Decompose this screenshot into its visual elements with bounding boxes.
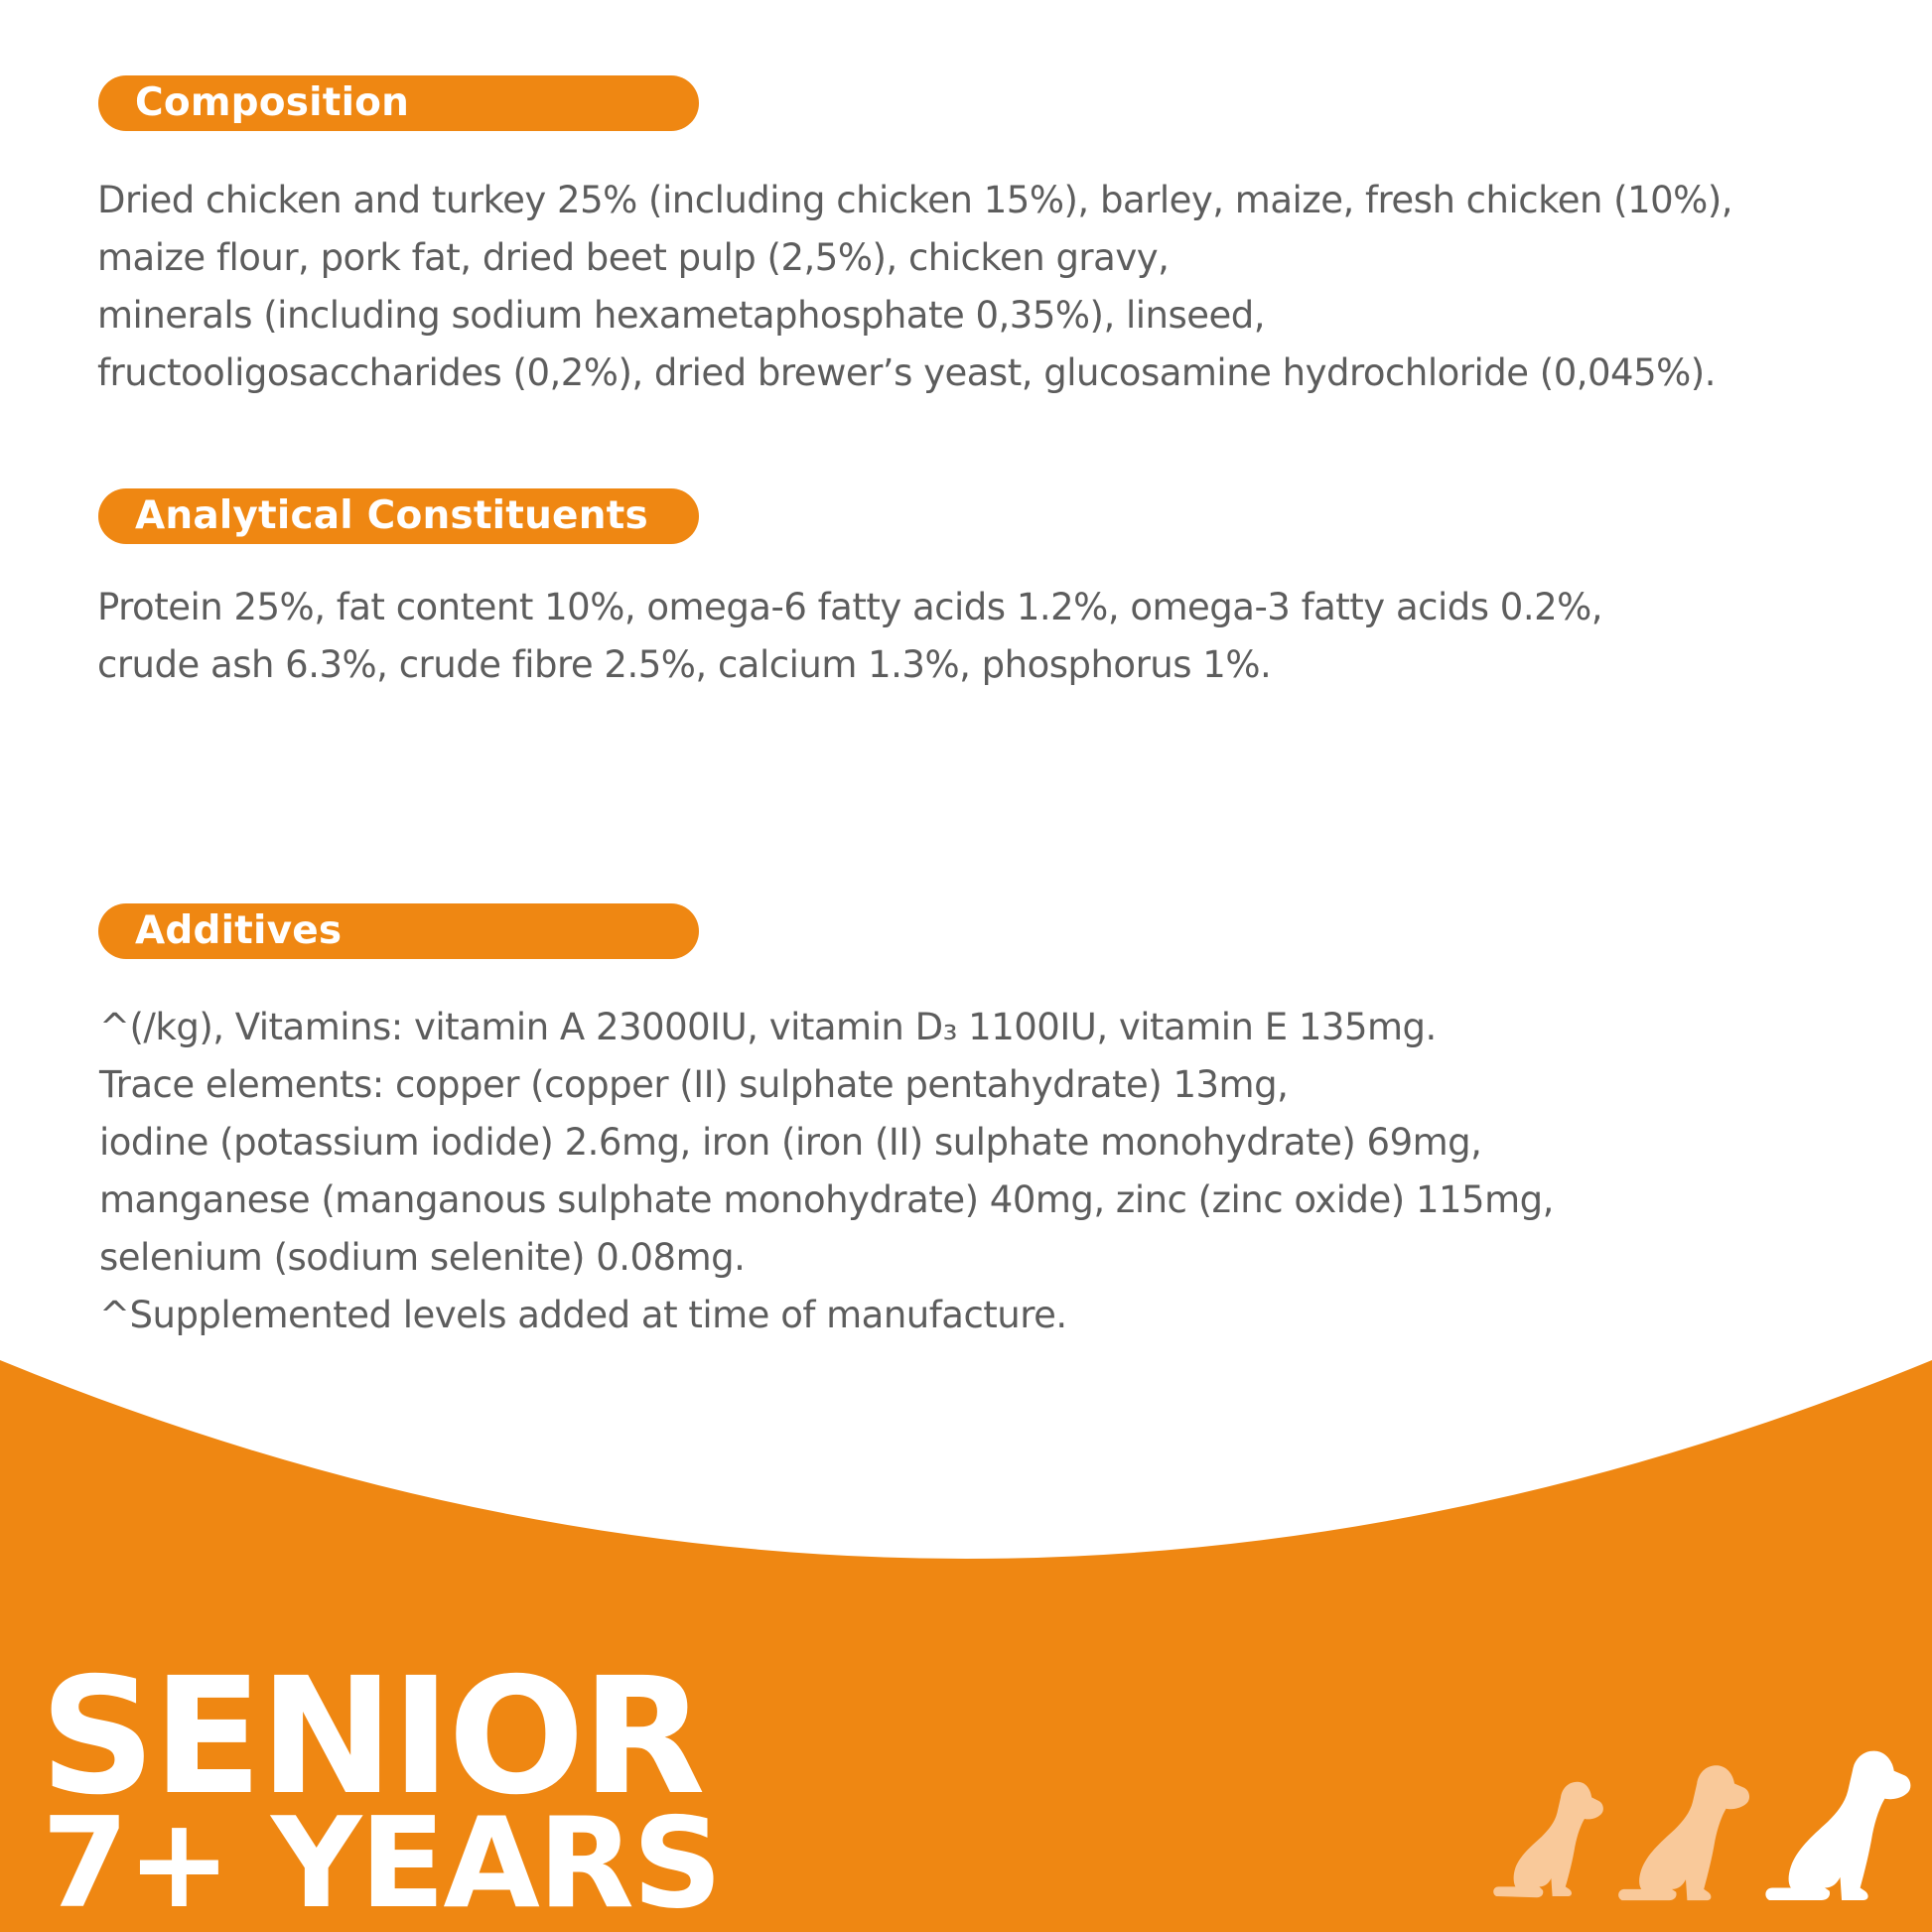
additives-line: selenium (sodium selenite) 0.08mg. (99, 1236, 746, 1279)
life-stage-title: SENIOR (40, 1644, 703, 1831)
additives-text (99, 999, 1554, 1344)
age-subtitle: 7+ YEARS (42, 1790, 721, 1932)
composition-line: maize flour, pork fat, dried beet pulp (2,5%), chicken gravy, (97, 236, 1170, 279)
analytical-line: crude ash 6.3%, crude fibre 2.5%, calcium 1.3%, phosphorus 1%. (97, 643, 1272, 686)
additives-line: iodine (potassium iodide) 2.6mg, iron (iron (II) sulphate monohydrate) 69mg, (99, 1121, 1482, 1164)
analytical-constituents-text (97, 579, 1602, 694)
composition-line: fructooligosaccharides (0,2%), dried brewer’s yeast, glucosamine hydrochloride (0,045%). (97, 351, 1716, 394)
analytical-line: Protein 25%, fat content 10%, omega-6 fatty acids 1.2%, omega-3 fatty acids 0.2%, (97, 586, 1603, 628)
composition-text (97, 172, 1732, 402)
additives-heading: Additives (98, 903, 699, 959)
additives-line: ^(/kg), Vitamins: vitamin A 23000IU, vitamin D₃ 1100IU, vitamin E 135mg. (99, 1006, 1437, 1048)
senior-dog-icon (1763, 1747, 1917, 1902)
analytical-constituents-heading: Analytical Constituents (98, 488, 699, 544)
adult-dog-icon (1616, 1762, 1755, 1902)
composition-heading: Composition (98, 75, 699, 131)
puppy-dog-icon (1489, 1777, 1608, 1902)
additives-line: Trace elements: copper (copper (II) sulphate pentahydrate) 13mg, (99, 1063, 1289, 1106)
composition-line: Dried chicken and turkey 25% (including chicken 15%), barley, maize, fresh chicken (10%), (97, 179, 1733, 221)
additives-line: ^Supplemented levels added at time of manufacture. (99, 1294, 1067, 1336)
composition-line: minerals (including sodium hexametaphosphate 0,35%), linseed, (97, 294, 1266, 337)
additives-line: manganese (manganous sulphate monohydrate) 40mg, zinc (zinc oxide) 115mg, (99, 1178, 1554, 1221)
